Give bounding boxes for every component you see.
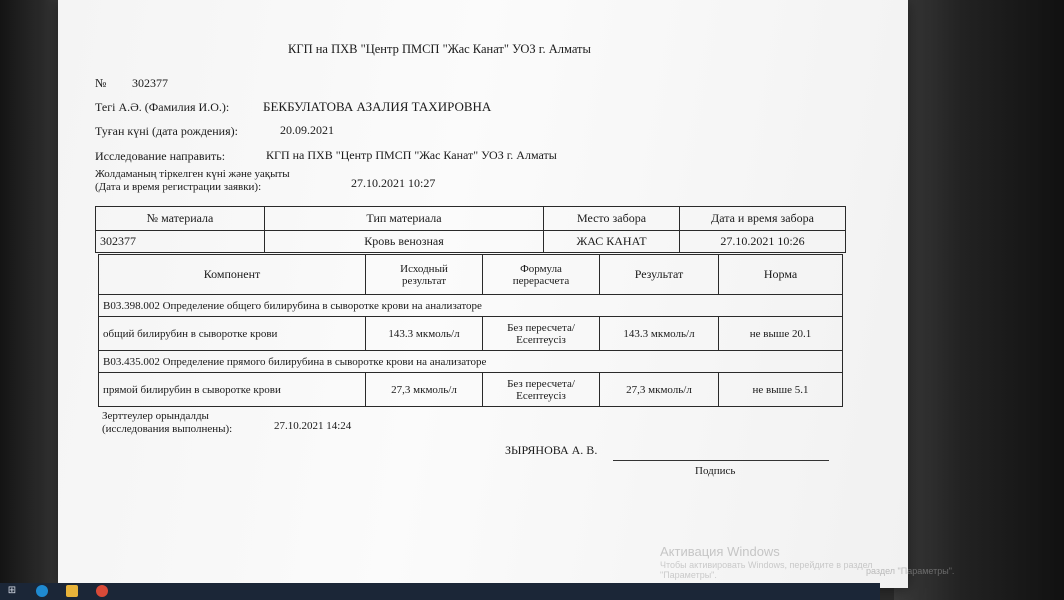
registration-label-kz: Жолдаманың тіркелген күні және уақыты	[95, 168, 290, 180]
results-table	[98, 254, 843, 407]
registration-value: 27.10.2021 10:27	[351, 176, 436, 190]
completed-label-kz: Зерттеулер орындалды	[102, 410, 209, 422]
norm-header: Норма	[719, 255, 843, 295]
edge-icon[interactable]	[36, 585, 48, 597]
norm-value: не выше 20.1	[719, 317, 843, 351]
formula-value-l1: Без пересчета/	[507, 377, 575, 390]
material-number-header: № материала	[96, 207, 265, 231]
signer-name: ЗЫРЯНОВА А. В.	[505, 443, 598, 457]
material-data-row	[96, 231, 846, 253]
result-row	[99, 317, 843, 351]
section-title-row	[99, 351, 843, 373]
file-explorer-icon[interactable]	[66, 585, 78, 597]
registration-label	[95, 168, 335, 194]
windows-activation-title: Активация Windows	[660, 544, 780, 559]
report-header: КГП на ПХВ "Центр ПМСП "Жас Канат" УОЗ г. Алматы	[288, 42, 591, 56]
material-type-header: Тип материала	[265, 207, 544, 231]
collection-place: ЖАС КАНАТ	[544, 231, 680, 253]
material-number: 302377	[96, 231, 265, 253]
registration-label-ru: (Дата и время регистрации заявки):	[95, 181, 262, 193]
formula-value-l2: Есептеусіз	[516, 389, 566, 402]
direction-value: КГП на ПХВ "Центр ПМСП "Жас Канат" УОЗ г. Алматы	[266, 148, 557, 162]
formula-value	[483, 317, 600, 351]
result-row	[99, 373, 843, 407]
signature-line	[613, 460, 829, 461]
formula-value-l1: Без пересчета/	[507, 321, 575, 334]
signature-label: Подпись	[695, 465, 736, 477]
completed-label-ru: (исследования выполнены):	[102, 423, 233, 435]
formula-value	[483, 373, 600, 407]
direction-label: Исследование направить:	[95, 149, 226, 163]
number-label: №	[95, 76, 107, 90]
completed-label	[102, 410, 302, 436]
section-title: B03.398.002 Определение общего билирубина в сыворотке крови на анализаторе	[99, 295, 843, 317]
windows-activation-hint: Чтобы активировать Windows, перейдите в раздел "Параметры".	[660, 560, 873, 580]
result-value: 27,3 мкмоль/л	[600, 373, 719, 407]
formula-header	[483, 255, 600, 295]
result-value: 143.3 мкмоль/л	[600, 317, 719, 351]
monitor-bezel-left	[0, 0, 60, 600]
initial-result: 143.3 мкмоль/л	[366, 317, 483, 351]
collection-place-header: Место забора	[544, 207, 680, 231]
material-header-row	[96, 207, 846, 231]
windows-activation-hint-tail: раздел "Параметры".	[866, 566, 955, 576]
taskbar	[0, 583, 880, 600]
section-title-row	[99, 295, 843, 317]
formula-header-l2: перерасчета	[512, 274, 570, 287]
completed-value: 27.10.2021 14:24	[274, 420, 352, 432]
lab-report-page	[58, 0, 908, 588]
initial-result-header	[366, 255, 483, 295]
name-label: Тегі А.Ә. (Фамилия И.О.):	[95, 100, 230, 114]
collection-datetime: 27.10.2021 10:26	[680, 231, 846, 253]
patient-name: БЕКБУЛАТОВА АЗАЛИЯ ТАХИРОВНА	[263, 99, 492, 114]
norm-value: не выше 5.1	[719, 373, 843, 407]
formula-header-l1: Формула	[520, 262, 562, 275]
number-value: 302377	[132, 76, 168, 90]
chrome-icon[interactable]	[96, 585, 108, 597]
dob-value: 20.09.2021	[280, 123, 334, 137]
results-header-row	[99, 255, 843, 295]
component-header: Компонент	[99, 255, 366, 295]
component-name: общий билирубин в сыворотке крови	[99, 317, 366, 351]
initial-result-header-l1: Исходный	[400, 262, 448, 275]
monitor-bezel-right	[894, 0, 1064, 600]
result-header: Результат	[600, 255, 719, 295]
initial-result: 27,3 мкмоль/л	[366, 373, 483, 407]
initial-result-header-l2: результат	[401, 274, 447, 287]
dob-label: Туған күні (дата рождения):	[95, 124, 238, 138]
component-name: прямой билирубин в сыворотке крови	[99, 373, 366, 407]
windows-icon[interactable]: ⊞	[7, 585, 17, 596]
formula-value-l2: Есептеусіз	[516, 333, 566, 346]
collection-datetime-header: Дата и время забора	[680, 207, 846, 231]
material-table	[95, 206, 846, 253]
material-type: Кровь венозная	[265, 231, 544, 253]
section-title: B03.435.002 Определение прямого билирубина в сыворотке крови на анализаторе	[99, 351, 843, 373]
